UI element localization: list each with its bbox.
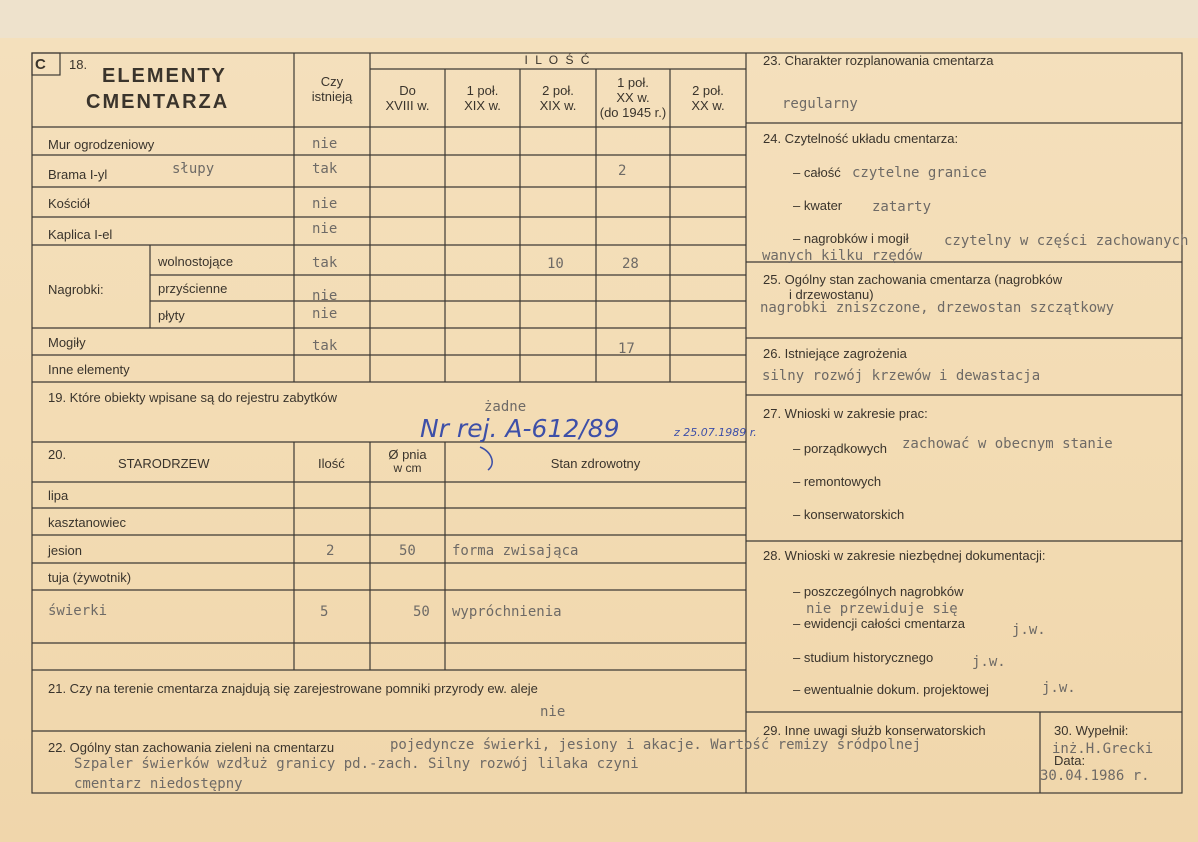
value-plyty: nie [312,306,338,322]
s27-kons-label: – konserwatorskich [793,507,905,522]
s28-p3-label: – studium historycznego [793,650,934,665]
col-exists-line2: istnieją [311,89,353,104]
col-label: Do [399,83,416,98]
jesion-qty: 2 [326,543,335,559]
col-label: XVIII w. [385,98,430,113]
col-label: 2 poł. [692,83,724,98]
s24-label: 24. Czytelność układu cmentarza: [763,131,959,146]
s19-label: 19. Które obiekty wpisane są do rejestru zabytków [48,390,338,405]
s24-nagrobkow-value2: wanych kilku rzędów [762,248,923,264]
s24-kwater-value: zatarty [872,199,932,215]
value-kaplica: nie [312,221,338,237]
s30-label: 30. Wypełnił: [1054,723,1129,738]
tree-kasztanowiec: kasztanowiec [48,515,127,530]
value-brama-count: 2 [618,163,627,179]
s28-p3-value: j.w. [972,654,1006,670]
row-label-kaplica: Kaplica I-el [48,227,113,242]
s23-value: regularny [782,96,858,112]
section-letter: C [35,56,46,73]
s28-p2-value: j.w. [1012,622,1046,638]
s28-p4-value: j.w. [1042,680,1076,696]
value-brama: tak [312,161,338,177]
s28-label: 28. Wnioski w zakresie niezbędnej dokumentacji: [763,548,1046,563]
col-label: XIX w. [464,98,501,113]
s30-data-label: Data: [1054,753,1086,768]
tree-tuja: tuja (żywotnik) [48,570,132,585]
value-wolno-2pol-xix: 10 [547,256,564,272]
s19-value: żadne [484,399,527,415]
ilosc-header: I L O Ś Ć [524,53,592,67]
row-label-plyty: płyty [158,308,185,323]
row-label-mur: Mur ogrodzeniowy [48,137,155,152]
s19-handwritten-registry: Nr rej. A-612/89 [420,414,620,443]
swierki-diam: 50 [413,604,430,620]
tree-swierki: świerki [48,603,108,619]
row-label-mogily: Mogiły [48,335,86,350]
s21-value: nie [540,704,566,720]
s28-p1-label: – poszczególnych nagrobków [793,584,964,599]
s27-porz-label: – porządkowych [793,441,887,456]
col-label: 1 poł. [466,83,499,98]
s19-handwritten-date: z 25.07.1989 r. [674,426,757,439]
col-exists-header [294,74,370,104]
col-label: XX w. [616,90,650,105]
value-wolnostojace: tak [312,255,338,271]
s25-label1: 25. Ogólny stan zachowania cmentarza (nagrobków [763,272,1063,287]
s18-title-line1: ELEMENTY [102,65,227,87]
s24-nagrobkow-label: – nagrobków i mogił [793,231,909,246]
s28-p4-label: – ewentualnie dokum. projektowej [793,682,989,697]
row-label-kosciol: Kościół [48,196,90,211]
col-exists-line1: Czy [320,74,344,89]
s26-label: 26. Istniejące zagrożenia [763,346,907,361]
s22-line2: Szpaler świerków wzdłuż granicy pd.-zach. Silny rozwój lilaka czyni [74,756,639,772]
value-kosciol: nie [312,196,338,212]
value-mur: nie [312,136,338,152]
col-2pol-xx [670,83,746,113]
s26-value: silny rozwój krzewów i dewastacja [762,368,1041,384]
s20-col-state: Stan zdrowotny [550,456,641,471]
col-1pol-xix [445,83,520,113]
col-label: XIX w. [539,98,577,113]
value-wolno-1pol-xx: 28 [622,256,639,272]
s28-p2-label: – ewidencji całości cmentarza [793,616,965,631]
row-label-przyscienne: przyścienne [158,281,228,296]
s27-rem-label: – remontowych [793,474,882,489]
s21-label: 21. Czy na terenie cmentarza znajdują się zarejestrowane pomniki przyrody ew. aleje [48,681,538,696]
swierki-qty: 5 [320,604,329,620]
brama-note: słupy [172,161,215,177]
s24-calosc-label: – całość [793,165,841,180]
s22-label: 22. Ogólny stan zachowania zieleni na cmentarzu [48,740,335,755]
s29-label: 29. Inne uwagi służb konserwatorskich [763,723,986,738]
s30-date: 30.04.1986 r. [1040,768,1150,784]
tree-jesion: jesion [48,543,82,558]
s24-kwater-label: – kwater [793,198,843,213]
value-mogily: tak [312,338,338,354]
row-label-wolnostojace: wolnostojące [158,254,234,269]
col-label: XX w. [691,98,725,113]
s22-line3: cmentarz niedostępny [74,776,243,792]
s27-label: 27. Wnioski w zakresie prac: [763,406,928,421]
col-label: w cm [393,461,422,475]
col-label: Ø pnia [388,447,427,462]
jesion-diam: 50 [399,543,416,559]
s23-label: 23. Charakter rozplanowania cmentarza [763,53,994,68]
col-label: (do 1945 r.) [599,105,667,120]
s20-col-diam [370,447,445,475]
col-label: 2 poł. [542,83,574,98]
s18-number: 18. [69,57,88,72]
s20-title: STARODRZEW [118,456,210,471]
s18-title-line2: CMENTARZA [86,91,230,113]
s25-label2: i drzewostanu) [789,287,874,302]
row-label-inne: Inne elementy [48,362,130,377]
s27-porz-value: zachować w obecnym stanie [902,436,1113,452]
s20-number: 20. [48,447,67,462]
col-do-xviii [370,83,445,113]
s20-col-qty: Ilość [318,456,345,471]
row-label-brama: Brama I-yl [48,167,108,182]
col-1pol-xx [596,75,670,120]
s24-nagrobkow-value1: czytelny w części zachowanych [944,233,1189,249]
s22-line1: pojedyncze świerki, jesiony i akacje. Wartość remizy śródpolnej [390,737,922,753]
swierki-state: wypróchnienia [452,604,562,620]
s25-value: nagrobki zniszczone, drzewostan szczątkowy [760,300,1115,316]
s30-name: inż.H.Grecki [1052,741,1154,757]
jesion-state: forma zwisająca [452,543,579,559]
row-label-nagrobki: Nagrobki: [48,282,104,297]
value-przyscienne: nie [312,288,338,304]
value-mogily-1pol-xx: 17 [618,341,635,357]
tree-lipa: lipa [48,488,69,503]
col-label: 1 poł. [617,75,649,90]
s28-p1-value: nie przewiduje się [806,601,958,617]
col-2pol-xix [520,83,596,113]
s24-calosc-value: czytelne granice [852,165,987,181]
